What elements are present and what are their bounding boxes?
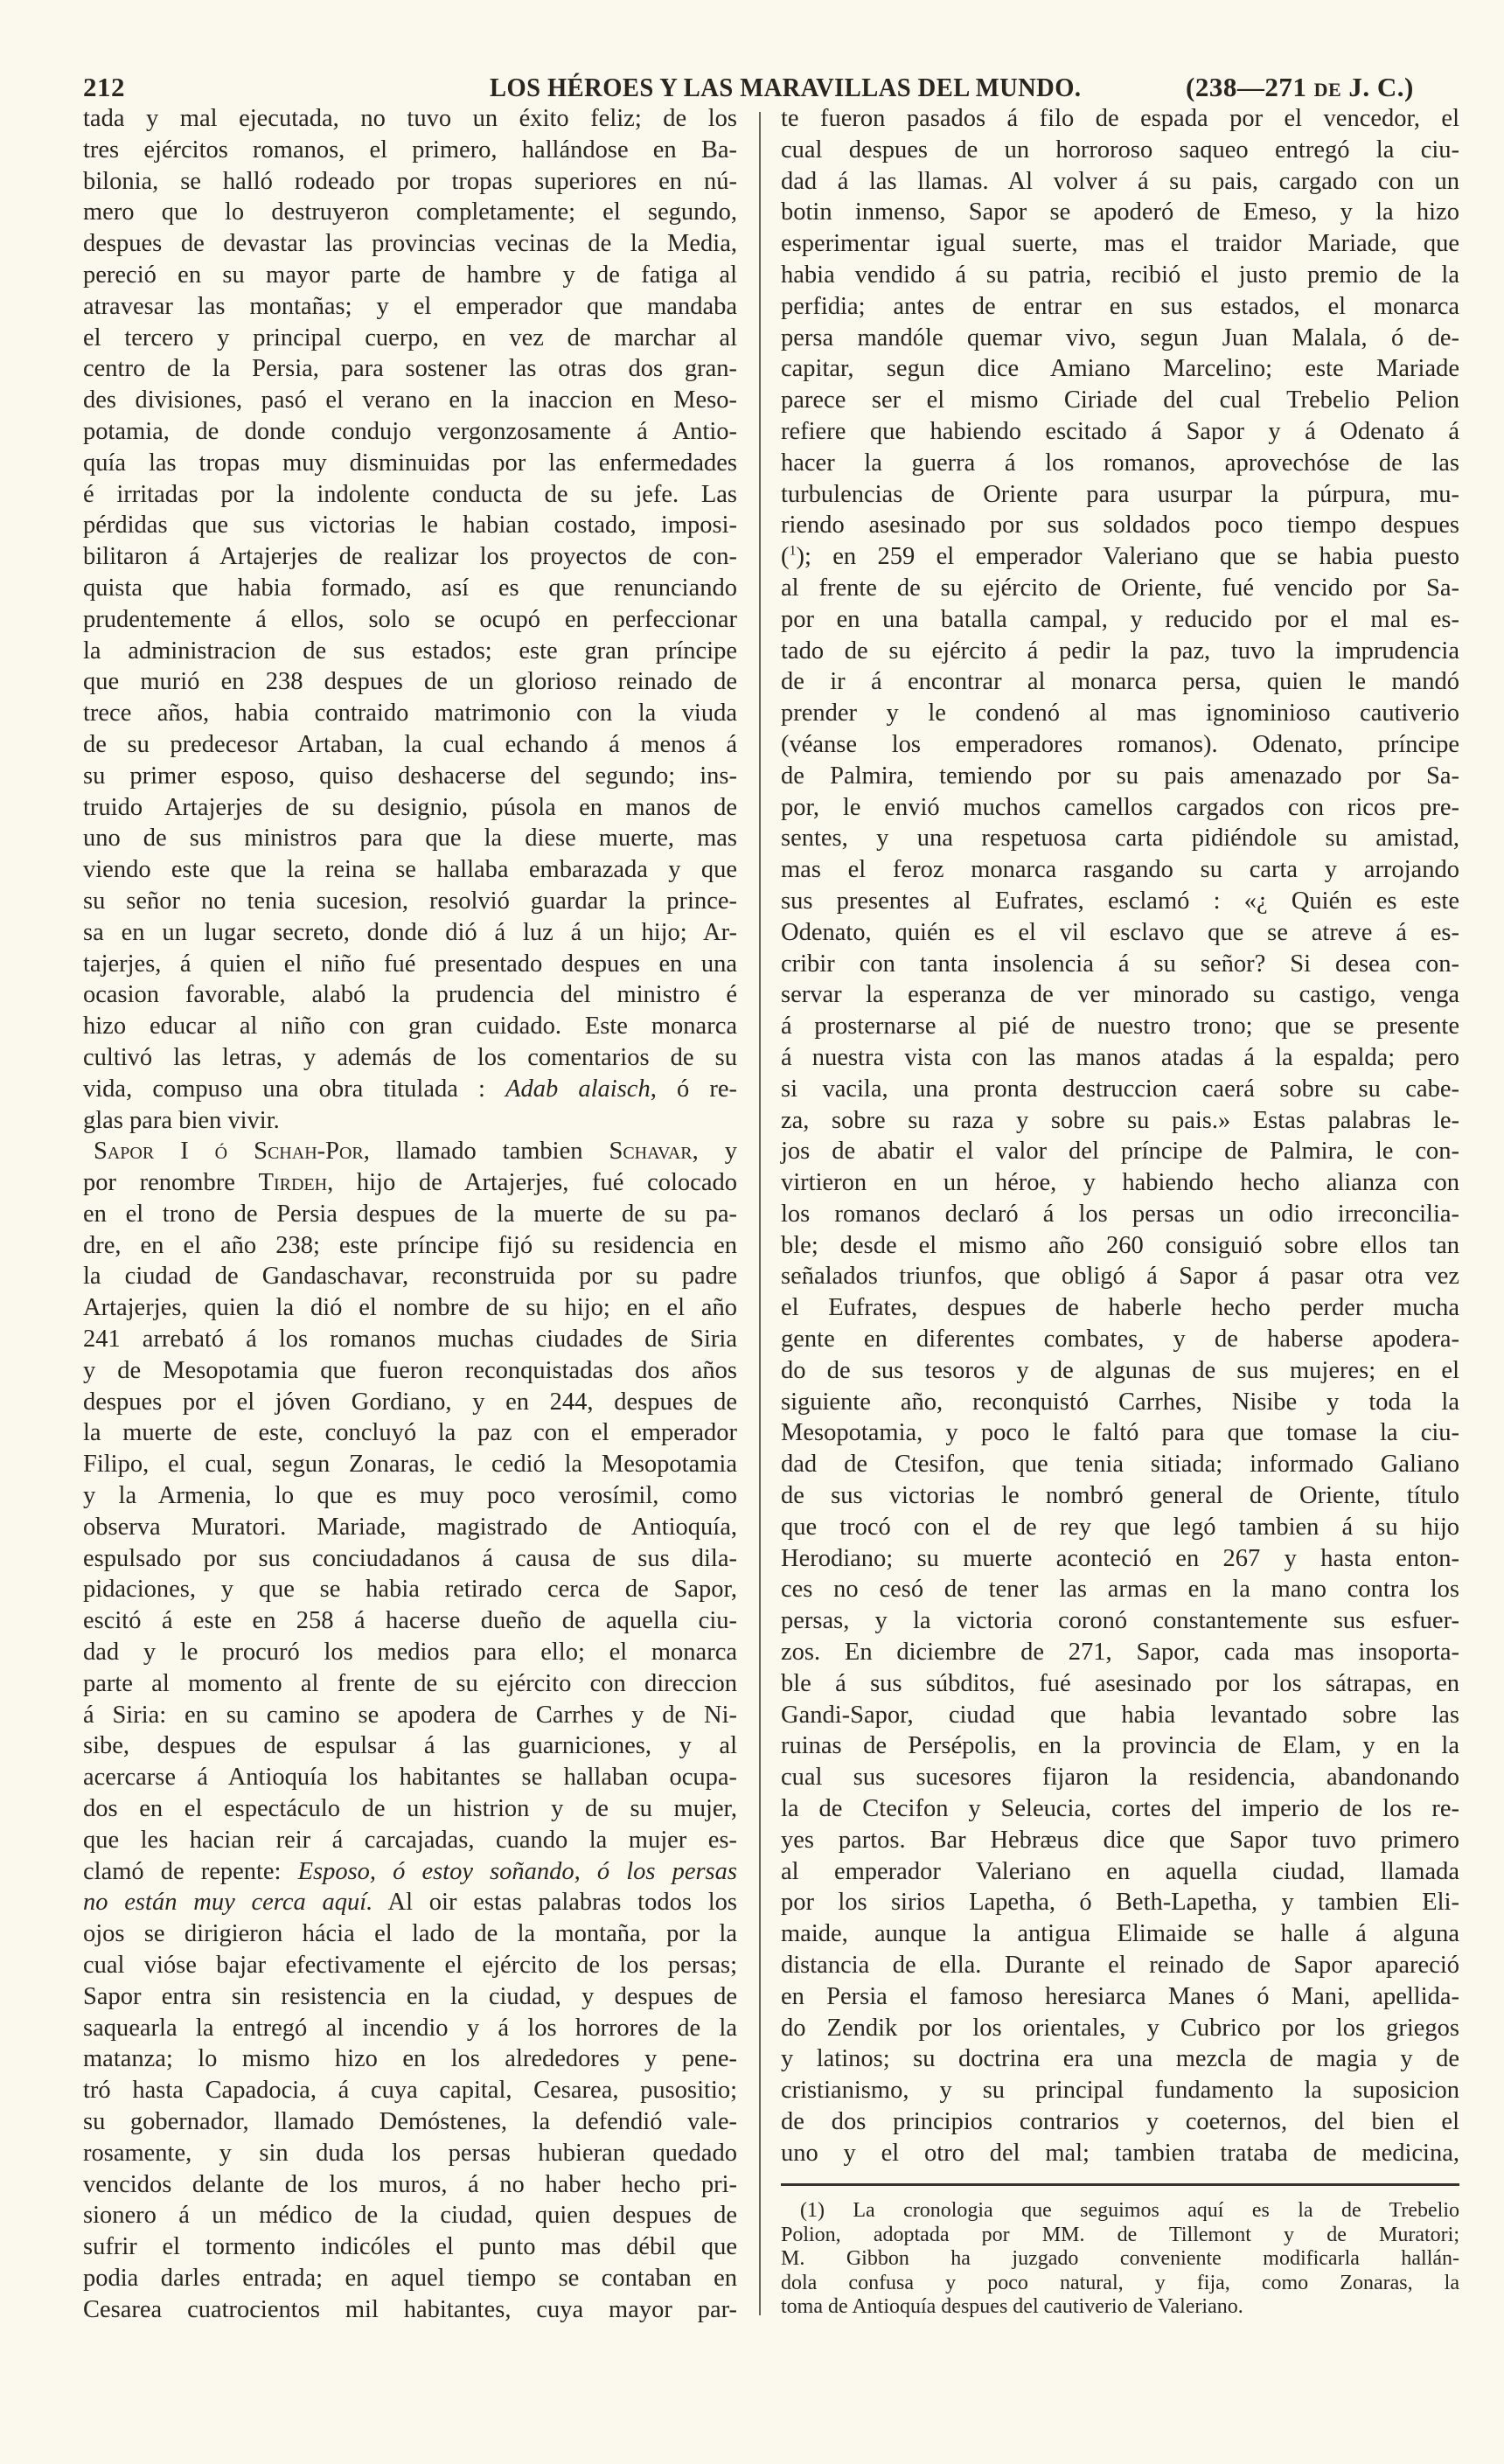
text-line: zos. En diciembre de 271, Sapor, cada mas insoporta- — [781, 1639, 1459, 1667]
footnote-rule — [781, 2183, 1459, 2186]
text-line: persa mandóle quemar vivo, segun Juan Malala, ó de- — [781, 324, 1459, 352]
text-line: tres ejércitos romanos, el primero, hallándose en Ba- — [83, 136, 737, 164]
text-line: Mesopotamia, y poco le faltó para que tomase la ciu- — [781, 1419, 1459, 1447]
text-line: prudentemente á ellos, solo se ocupó en perfeccionar — [83, 605, 737, 633]
text-line: turbulencias de Oriente para usurpar la púrpura, mu- — [781, 480, 1459, 508]
text-line: á Siria: en su camino se apodera de Carrhes y de Ni- — [83, 1701, 737, 1729]
text-line: (véanse los emperadores romanos). Odenato, príncipe — [781, 730, 1459, 758]
text-line: pereció en su mayor parte de hambre y de fatiga al — [83, 261, 737, 289]
text-line: te fueron pasados á filo de espada por el vencedor, el — [781, 105, 1459, 132]
italic-text: no están muy cerca aquí. — [83, 1889, 373, 1917]
text-line: y latinos; su doctrina era una mezcla de magia y de — [781, 2045, 1459, 2073]
text-line: (1) La cronologia que seguimos aquí es la de Trebelio — [800, 2199, 1459, 2222]
text-line: parte al momento al frente de su ejército con direccion — [83, 1669, 737, 1697]
text-line: en el trono de Persia despues de la muerte de su pa- — [83, 1200, 737, 1228]
text-line: dola confusa y poco natural, y fija, como Zonaras, la — [781, 2271, 1459, 2294]
text-line: saquearla la entregó al incendio y á los horrores de la — [83, 2014, 737, 2042]
italic-text: Adab alaisch — [505, 1075, 651, 1103]
text-line — [83, 1856, 737, 1888]
text-line: la de Ctecifon y Seleucia, cortes del imperio de los re- — [781, 1795, 1459, 1823]
text-line: Filipo, el cual, segun Zonaras, le cedió la Mesopotamia — [83, 1451, 737, 1479]
text-line: pérdidas que sus victorias le habian costado, imposi- — [83, 512, 737, 539]
text-line: la administracion de sus estados; este gran príncipe — [83, 637, 737, 665]
text-line: sufrir el tormento indicóles el punto mas débil que — [83, 2233, 737, 2261]
text-line: bilitaron á Artajerjes de realizar los proyectos de con- — [83, 543, 737, 571]
date-range-de: de — [1313, 72, 1342, 102]
text-line: tró hasta Capadocia, á cuya capital, Cesarea, pusositio; — [83, 2077, 737, 2105]
small-caps-text: Sapor I ó Schah-Por — [94, 1138, 364, 1166]
text-line: por, le envió muchos camellos cargados con ricos pre- — [781, 793, 1459, 821]
text-line: por en una batalla campal, y reducido por el mal es- — [781, 605, 1459, 633]
text-line: sa en un lugar secreto, donde dió á luz á un hijo; Ar- — [83, 918, 737, 946]
text-line: uno y el otro del mal; tambien trataba de medicina, — [781, 2139, 1459, 2167]
text-segment: ( — [781, 543, 790, 571]
text-line: potamia, de donde condujo vergonzosamente á Antio- — [83, 417, 737, 445]
text-line: trece años, habia contraido matrimonio con la viuda — [83, 700, 737, 727]
text-line: bilonia, se halló rodeado por tropas superiores en nú- — [83, 167, 737, 195]
text-line: tajerjes, á quien el niño fué presentado despues en una — [83, 950, 737, 978]
text-line: rosamente, y sin duda los persas hubieran quedado — [83, 2139, 737, 2167]
text-line: sus presentes al Eufrates, esclamó : «¿ Quién es este — [781, 887, 1459, 915]
text-line: que murió en 238 despues de un glorioso reinado de — [83, 668, 737, 696]
text-line: habia vendido á su patria, recibió el justo premio de la — [781, 261, 1459, 289]
text-line: despues por el jóven Gordiano, y en 244, despues de — [83, 1388, 737, 1416]
text-line: ces no cesó de tener las armas en la mano contra los — [781, 1576, 1459, 1604]
text-line: y la Armenia, lo que es muy poco verosímil, como — [83, 1482, 737, 1510]
text-line: toma de Antioquía despues del cautiverio de Valeriano. — [781, 2295, 1243, 2318]
text-line: uno de sus ministros para que la diese muerte, mas — [83, 825, 737, 853]
text-line: el Eufrates, despues de haberle hecho perder mucha — [781, 1294, 1459, 1322]
text-line: por los sirios Lapetha, ó Beth-Lapetha, y tambien Eli- — [781, 1889, 1459, 1917]
text-line: el tercero y principal cuerpo, en vez de marchar al — [83, 324, 737, 352]
text-line: jos de abatir el valor del príncipe de Palmira, le con- — [781, 1138, 1459, 1166]
footnote — [781, 2199, 1459, 2320]
page-number: 212 — [83, 72, 125, 102]
text-line: vencidos delante de los muros, á no haber hecho pri- — [83, 2170, 737, 2198]
text-line: en Persia el famoso heresiarca Manes ó Mani, apellida- — [781, 1982, 1459, 2010]
text-line: tada y mal ejecutada, no tuvo un éxito feliz; de los — [83, 105, 737, 132]
text-line: atravesar las montañas; y el emperador que mandaba — [83, 292, 737, 320]
text-segment: , y — [692, 1138, 738, 1166]
text-segment: , hijo de Artajerjes, fué colocado — [327, 1169, 737, 1197]
column-divider — [759, 112, 761, 2315]
date-range-start: (238—271 — [1186, 72, 1314, 102]
text-line — [83, 1136, 737, 1167]
text-line: pidaciones, y que se habia retirado cerca de Sapor, — [83, 1576, 737, 1604]
text-line: Odenato, quién es el vil esclavo que se atreve á es- — [781, 918, 1459, 946]
text-line: do de sus tesoros y de algunas de sus mujeres; en el — [781, 1356, 1459, 1384]
right-column — [781, 103, 1459, 2169]
text-line: sentes, y una respetuosa carta pidiéndole su amistad, — [781, 825, 1459, 853]
text-line: Sapor entra sin resistencia en la ciudad, y despues de — [83, 1982, 737, 2010]
text-line: dad á las llamas. Al volver á su pais, cargado con un — [781, 167, 1459, 195]
text-line: truido Artajerjes de su designio, púsola en manos de — [83, 793, 737, 821]
text-line: podia darles entrada; en aquel tiempo se contaban en — [83, 2264, 737, 2292]
text-segment: Al oir estas palabras todos los — [373, 1889, 737, 1917]
text-line: M. Gibbon ha juzgado conveniente modificarla hallán- — [781, 2247, 1459, 2270]
text-segment: vida, compuso una obra titulada : — [83, 1075, 506, 1103]
text-line: ble; desde el mismo año 260 consiguió sobre ellos tan — [781, 1231, 1459, 1259]
text-line: refiere que habiendo escitado á Sapor y á Odenato á — [781, 417, 1459, 445]
text-line: Artajerjes, quien la dió el nombre de su hijo; en el año — [83, 1294, 737, 1322]
small-caps-text: Schavar — [609, 1138, 693, 1166]
text-line: de dos principios contrarios y coeternos, del bien el — [781, 2108, 1459, 2135]
footnote-reference: 1 — [789, 543, 797, 559]
text-line: cultivó las letras, y además de los comentarios de su — [83, 1043, 737, 1071]
text-line: maide, aunque la antigua Elimaide se halle á alguna — [781, 1920, 1459, 1948]
text-line: prender y le condenó al mas ignominioso cautiverio — [781, 700, 1459, 727]
small-caps-text: Tirdeh — [258, 1169, 328, 1197]
text-segment: ); en 259 el emperador Valeriano que se habia puesto — [796, 543, 1459, 571]
text-segment: , llamado tambien — [363, 1138, 609, 1166]
text-line: cristianismo, y su principal fundamento la suposicion — [781, 2077, 1459, 2105]
text-line: ruinas de Persépolis, en la provincia de Elam, y en la — [781, 1732, 1459, 1760]
text-line: quía las tropas muy disminuidas por las enfermedades — [83, 449, 737, 477]
text-line: botin inmenso, Sapor se apoderó de Emeso, y la hizo — [781, 198, 1459, 226]
text-line: distancia de ella. Durante el reinado de Sapor apareció — [781, 1952, 1459, 1980]
text-line: centro de la Persia, para sostener las otras dos gran- — [83, 355, 737, 383]
text-line — [83, 1074, 737, 1105]
text-line: al emperador Valeriano en aquella ciudad, llamada — [781, 1857, 1459, 1885]
text-line: sionero á un médico de la ciudad, quien despues de — [83, 2202, 737, 2230]
text-line: cual despues de un horroroso saqueo entregó la ciu- — [781, 136, 1459, 164]
text-line: á nuestra vista con las manos atadas á la espalda; pero — [781, 1043, 1459, 1071]
text-line: parece ser el mismo Ciriade del cual Trebelio Pelion — [781, 386, 1459, 414]
text-line: glas para bien vivir. — [83, 1106, 280, 1134]
text-line: mero que lo destruyeron completamente; el segundo, — [83, 198, 737, 226]
text-line: gente en diferentes combates, y de haberse apodera- — [781, 1326, 1459, 1354]
text-segment: clamó de repente: — [83, 1857, 298, 1885]
paragraph — [781, 103, 1459, 2169]
text-line: su gobernador, llamado Demóstenes, la defendió vale- — [83, 2108, 737, 2135]
text-line: yes partos. Bar Hebræus dice que Sapor tuvo primero — [781, 1826, 1459, 1854]
text-line — [83, 1887, 737, 1918]
text-line: riendo asesinado por sus soldados poco tiempo despues — [781, 512, 1459, 539]
text-line: de sus victorias le nombró general de Oriente, título — [781, 1482, 1459, 1510]
text-line: si vacila, una pronta destruccion caerá sobre su cabe- — [781, 1075, 1459, 1103]
text-line: de Palmira, temiendo por su pais amenazado por Sa- — [781, 762, 1459, 790]
text-line: 241 arrebató á los romanos muchas ciudades de Siria — [83, 1326, 737, 1354]
text-line: Cesarea cuatrocientos mil habitantes, cuya mayor par- — [83, 2295, 737, 2323]
text-line: que les hacian reir á carcajadas, cuando la mujer es- — [83, 1826, 737, 1854]
text-line: despues de devastar las provincias vecinas de la Media, — [83, 230, 737, 258]
text-line: su primer esposo, quiso deshacerse del segundo; ins- — [83, 762, 737, 790]
left-column — [83, 103, 737, 2326]
text-line: des divisiones, pasó el verano en la inaccion en Meso- — [83, 386, 737, 414]
text-line: dre, en el año 238; este príncipe fijó su residencia en — [83, 1231, 737, 1259]
text-line: do Zendik por los orientales, y Cubrico por los griegos — [781, 2014, 1459, 2042]
text-line: acercarse á Antioquía los habitantes se hallaban ocupa- — [83, 1764, 737, 1792]
text-line: Herodiano; su muerte aconteció en 267 y hasta enton- — [781, 1544, 1459, 1572]
italic-text: Esposo, ó estoy soñando, ó los persas — [297, 1857, 737, 1885]
text-line: hacer la guerra á los romanos, aprovechóse de las — [781, 449, 1459, 477]
text-line: sibe, despues de espulsar á las guarniciones, y al — [83, 1732, 737, 1760]
text-line: persas, y la victoria coronó constantemente sus esfuer- — [781, 1607, 1459, 1635]
date-range-end: J. C.) — [1341, 72, 1414, 102]
text-line: hizo educar al niño con gran cuidado. Este monarca — [83, 1013, 737, 1041]
text-line: de ir á encontrar al monarca persa, quien le mandó — [781, 668, 1459, 696]
text-line: dad y le procuró los medios para ello; el monarca — [83, 1639, 737, 1667]
text-line: al frente de su ejército de Oriente, fué vencido por Sa- — [781, 574, 1459, 602]
text-line: de su predecesor Artaban, la cual echando á menos á — [83, 730, 737, 758]
text-line: siguiente año, reconquistó Carrhes, Nisibe y toda la — [781, 1388, 1459, 1416]
text-line: mas el feroz monarca rasgando su carta y arrojando — [781, 856, 1459, 884]
text-line: ojos se dirigieron hácia el lado de la montaña, por la — [83, 1920, 737, 1948]
text-line: Gandi-Sapor, ciudad que habia levantado sobre las — [781, 1701, 1459, 1729]
text-segment: por renombre — [83, 1169, 259, 1197]
text-line: za, sobre su raza y sobre su pais.» Estas palabras le- — [781, 1106, 1459, 1134]
text-line — [781, 541, 1459, 573]
date-range — [1186, 70, 1414, 105]
text-line: los romanos declaró á los persas un odio irreconcilia- — [781, 1200, 1459, 1228]
text-line: servar la esperanza de ver minorado su castigo, venga — [781, 981, 1459, 1009]
text-line: la muerte de este, concluyó la paz con el emperador — [83, 1419, 737, 1447]
text-line: á prosternarse al pié de nuestro trono; que se presente — [781, 1013, 1459, 1041]
text-line: cribir con tanta insolencia á su señor? Si desea con- — [781, 950, 1459, 978]
text-line: perfidia; antes de entrar en sus estados, el monarca — [781, 292, 1459, 320]
text-line — [83, 1167, 737, 1199]
text-line: su señor no tenia sucesion, resolvió guardar la prince- — [83, 887, 737, 915]
text-line: Polion, adoptada por MM. de Tillemont y de Muratori; — [781, 2223, 1459, 2246]
text-line: esperimentar igual suerte, mas el traidor Mariade, que — [781, 230, 1459, 258]
text-line: tado de su ejército á pedir la paz, tuvo la imprudencia — [781, 637, 1459, 665]
text-line: capitar, segun dice Amiano Marcelino; este Mariade — [781, 355, 1459, 383]
text-line: quista que habia formado, así es que renunciando — [83, 574, 737, 602]
paragraph — [83, 103, 737, 1136]
text-line: observa Muratori. Mariade, magistrado de Antioquía, — [83, 1513, 737, 1541]
running-title: LOS HÉROES Y LAS MARAVILLAS DEL MUNDO. — [490, 72, 1082, 102]
text-line: matanza; lo mismo hizo en los alrededores y pene- — [83, 2045, 737, 2073]
text-line: la ciudad de Gandaschavar, reconstruida por su padre — [83, 1263, 737, 1291]
text-segment: , ó re- — [650, 1075, 737, 1103]
text-line: señalados triunfos, que obligó á Sapor á pasar otra vez — [781, 1263, 1459, 1291]
text-line: dos en el espectáculo de un histrion y de su mujer, — [83, 1795, 737, 1823]
text-line: que trocó con el de rey que legó tambien á su hijo — [781, 1513, 1459, 1541]
text-line: é irritadas por la indolente conducta de su jefe. Las — [83, 480, 737, 508]
text-line: ble á sus súbditos, fué asesinado por los sátrapas, en — [781, 1669, 1459, 1697]
text-line: dad de Ctesifon, que tenia sitiada; informado Galiano — [781, 1451, 1459, 1479]
text-line: cual vióse bajar efectivamente el ejército de los persas; — [83, 1952, 737, 1980]
text-line: cual sus sucesores fijaron la residencia, abandonando — [781, 1764, 1459, 1792]
text-line: espulsado por sus conciudadanos á causa de sus dila- — [83, 1544, 737, 1572]
text-line: escitó á este en 258 á hacerse dueño de aquella ciu- — [83, 1607, 737, 1635]
text-line: ocasion favorable, alabó la prudencia del ministro é — [83, 981, 737, 1009]
text-line: y de Mesopotamia que fueron reconquistadas dos años — [83, 1356, 737, 1384]
paragraph — [83, 1136, 737, 2325]
text-line: viendo este que la reina se hallaba embarazada y que — [83, 856, 737, 884]
text-line: virtieron en un héroe, y habiendo hecho alianza con — [781, 1169, 1459, 1197]
